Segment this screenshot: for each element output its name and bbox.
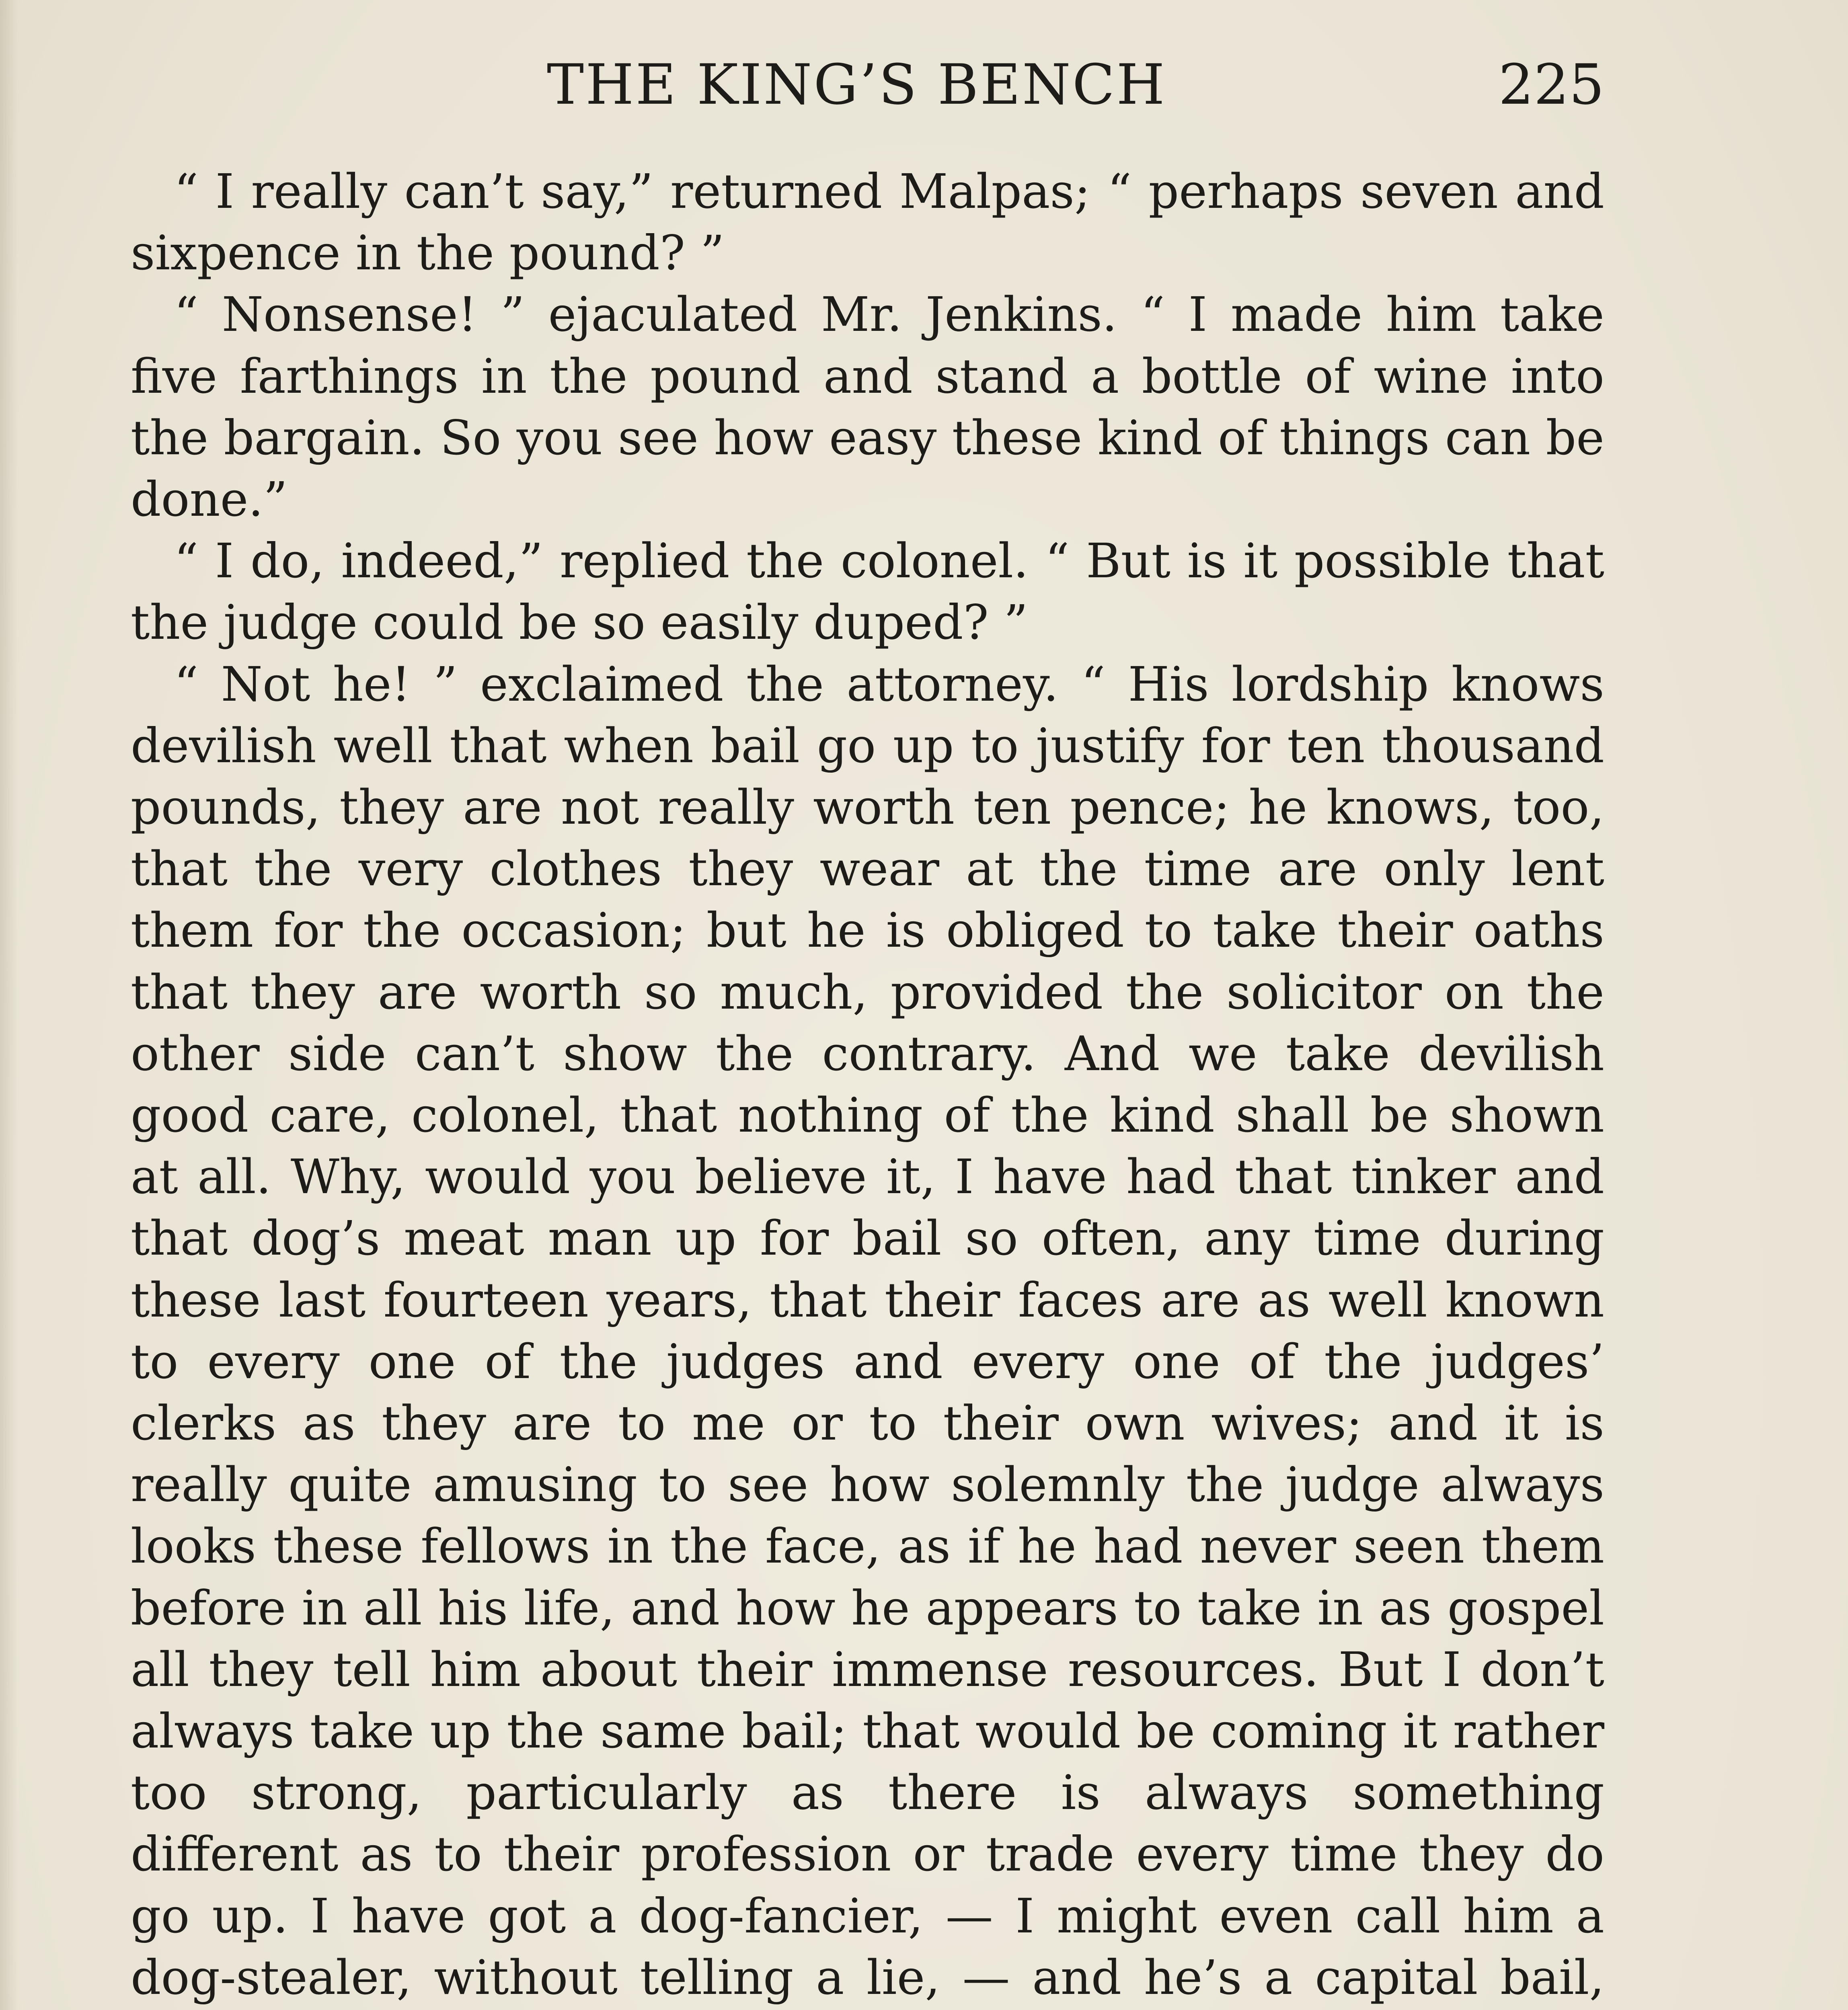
body-text — [131, 161, 1604, 2010]
page-number: 225 — [1498, 52, 1604, 117]
page-header — [131, 52, 1604, 129]
paragraph: “ I really can’t say,” returned Malpas; “ perhaps seven and sixpence in the pound? ” — [131, 164, 1604, 281]
page-gutter-shadow — [0, 0, 18, 2010]
paragraph: “ Not he! ” exclaimed the attorney. “ His lordship knows devilish well that when bail go up to justify for ten thousand pounds, they are not really worth ten pence; he knows, too, that the very clothes they wear at the time are only lent them for the occasion; but he is obliged to take their oaths that they are worth so much, provided the solicitor on the other side can’t show the contrary. And we take devilish good care, colonel, that nothing of the kind shall be shown at all. Why, would you believe it, I have had that tinker and that dog’s meat man up for bail so often, any time during these last fourteen years, that their faces are as well known to every one of the judges and every one of the judges’ clerks as they are to me or to their own wives; and it is really quite amusing to see how solemnly the judge always looks these fellows in the face, as if he had never seen them before in all his life, and how he appears to take in as gospel all they tell him about their immense resources. But I don’t always take up the same bail; that would be coming it rather too strong, particularly as there is always something different as to their profession or trade every time they do go up. I have got a dog-fancier, — I might even call him a dog-stealer, without telling a lie, — and he’s a capital bail, — [131, 656, 1604, 2005]
paragraph: “ I do, indeed,” replied the colonel. “ But is it possible that the judge could be so easily duped? ” — [131, 533, 1604, 650]
running-head: THE KING’S BENCH — [547, 52, 1166, 117]
paragraph: “ Nonsense! ” ejaculated Mr. Jenkins. “ I made him take five farthings in the pound and stand a bottle of wine into the bargain. So you see how easy these kind of things can be done.” — [131, 287, 1604, 527]
